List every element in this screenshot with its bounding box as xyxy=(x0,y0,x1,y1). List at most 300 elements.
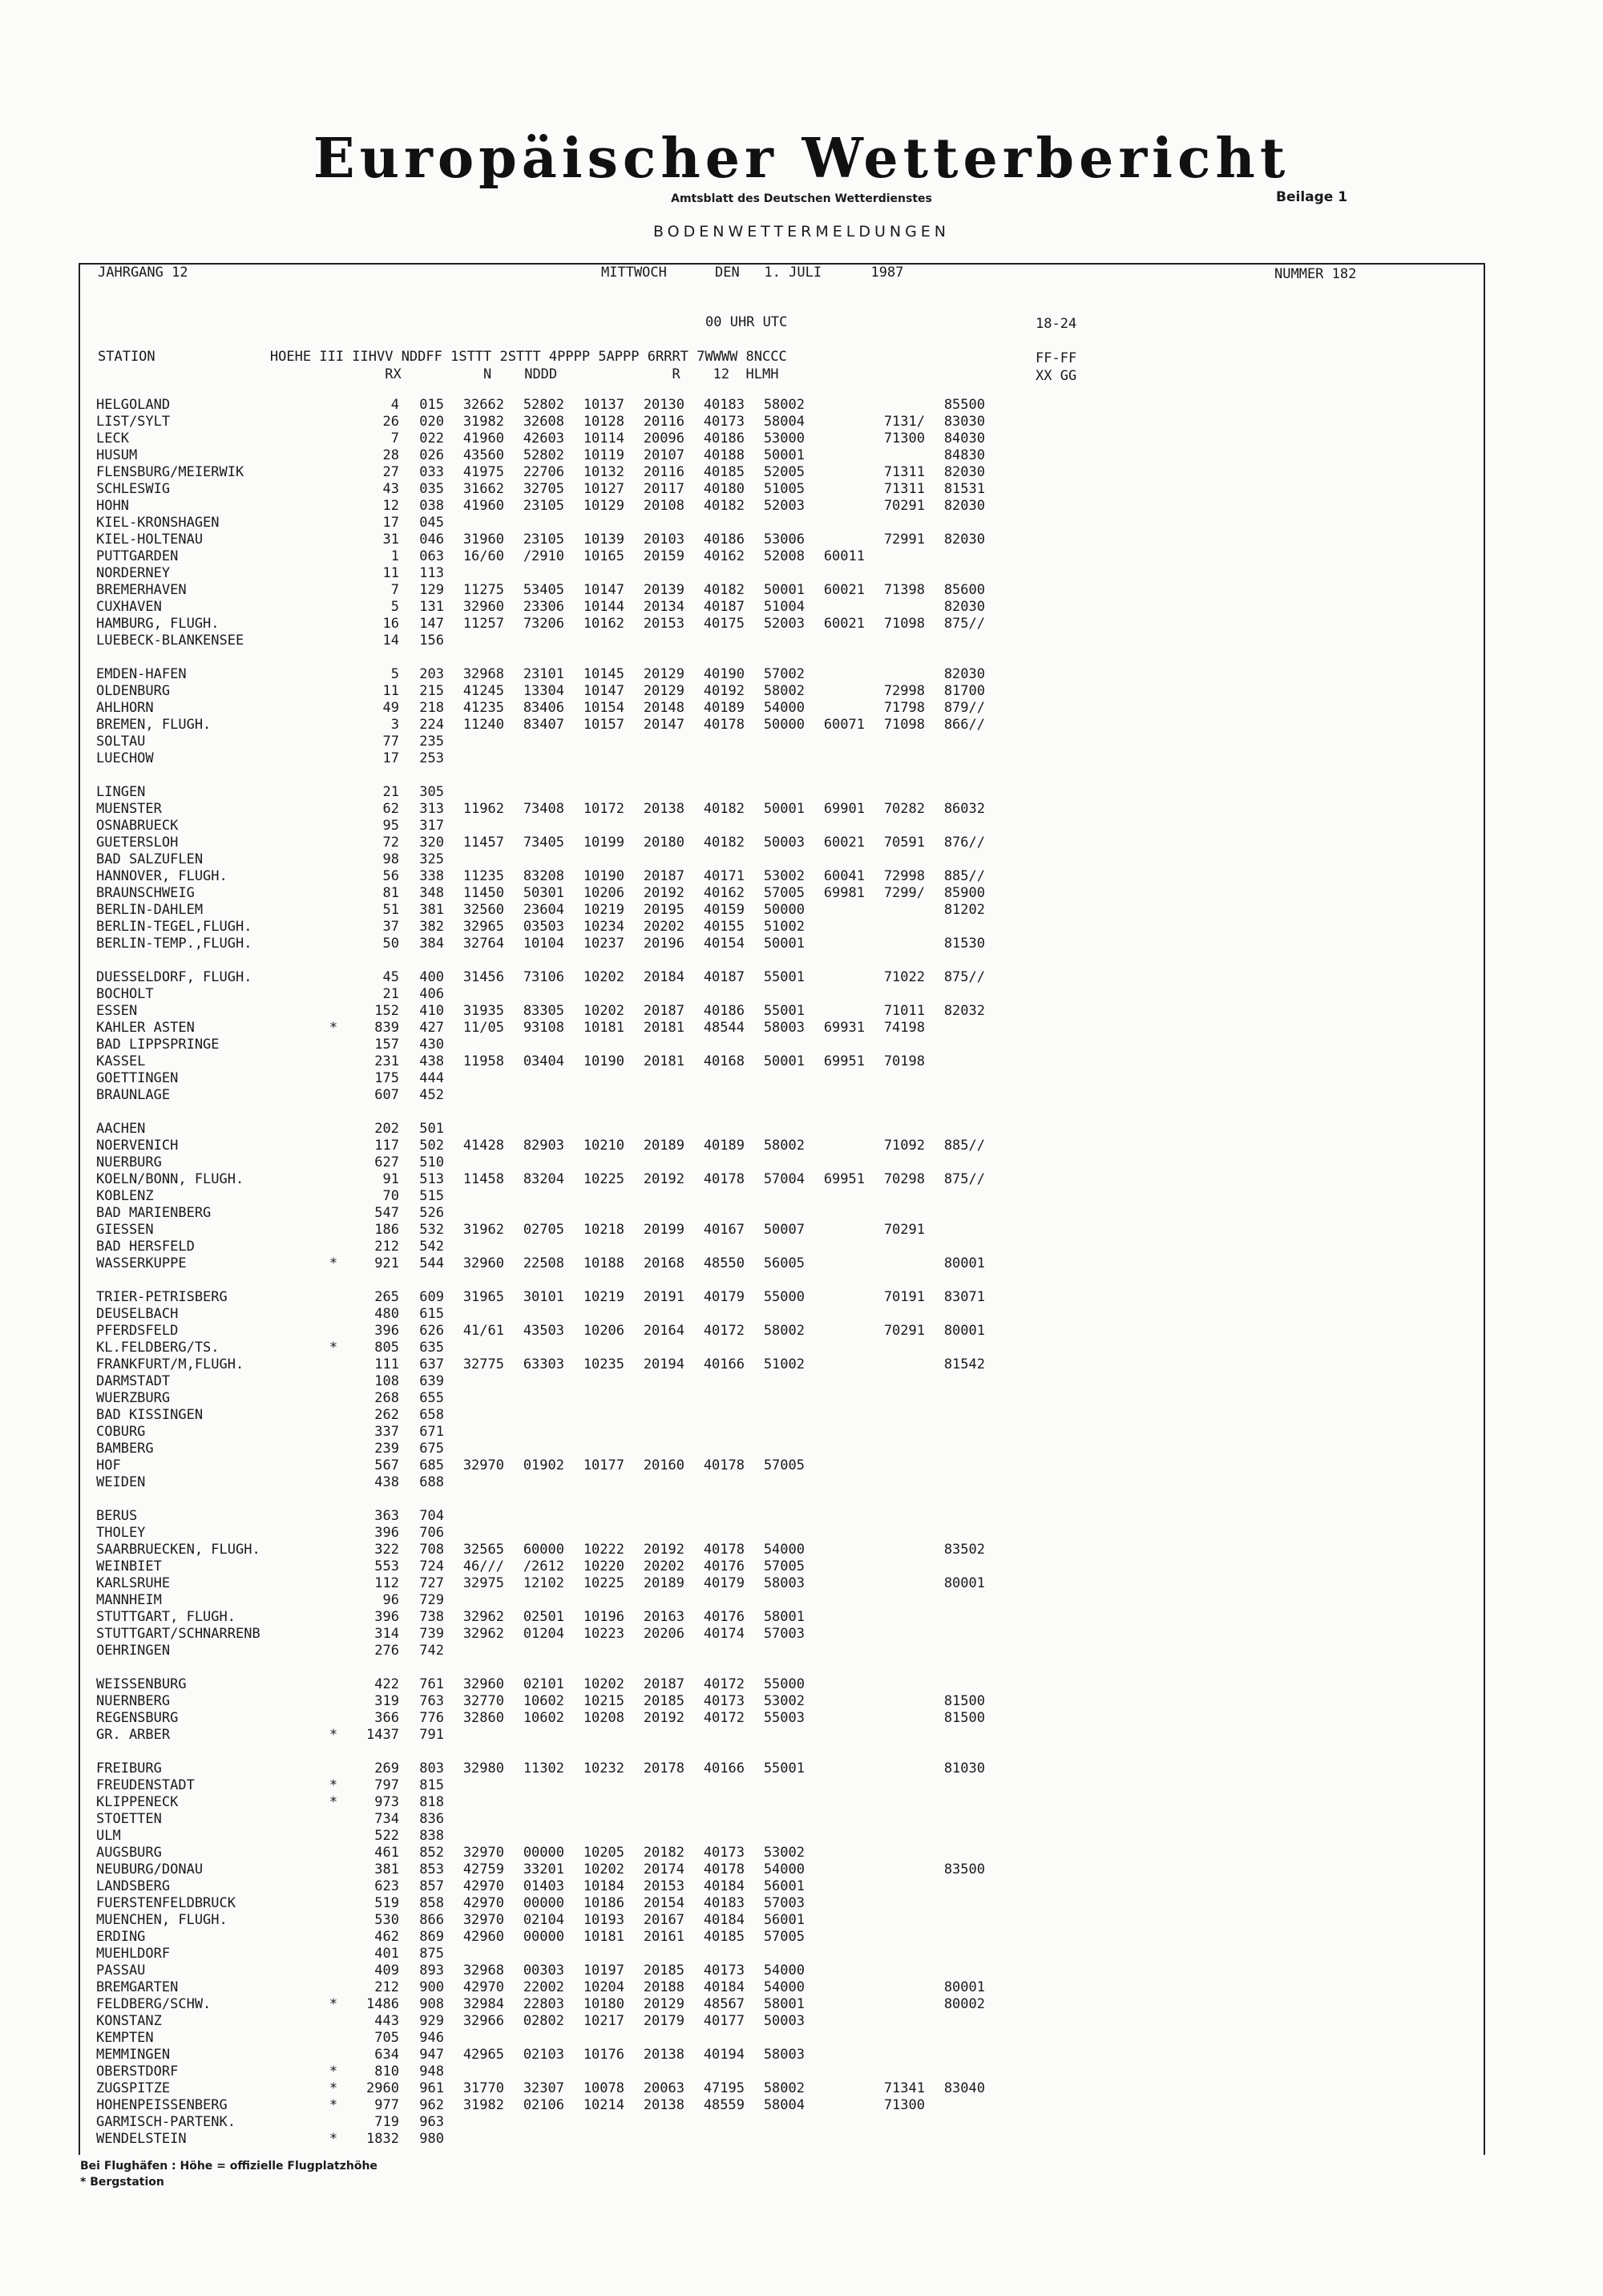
sttt2: 20129 xyxy=(643,683,684,699)
rrrt6 xyxy=(805,936,865,952)
wwww7 xyxy=(865,936,925,952)
table-row xyxy=(96,1760,985,1777)
nddff xyxy=(504,2030,564,2047)
pppp4: 40172 xyxy=(703,1710,745,1726)
station-table xyxy=(96,397,985,2148)
iihvv: 32560 xyxy=(462,902,504,918)
table-row xyxy=(96,919,985,936)
appp5: 55001 xyxy=(763,969,805,985)
nccc8: 85500 xyxy=(943,397,985,413)
pppp4: 47195 xyxy=(703,2080,745,2096)
sttt2: 20096 xyxy=(643,430,684,447)
station-id: 147 xyxy=(419,616,444,632)
sttt2: 20192 xyxy=(643,1171,684,1187)
station-name: GARMISCH-PARTENK. xyxy=(96,2114,236,2130)
pppp4 xyxy=(684,1727,745,1744)
station-id: 869 xyxy=(419,1929,444,1945)
rrrt6 xyxy=(805,969,865,986)
pppp4 xyxy=(684,986,745,1003)
iihvv xyxy=(444,1727,504,1744)
pppp4: 40184 xyxy=(703,1912,745,1928)
wwww7 xyxy=(865,1643,925,1659)
sttt2: 20153 xyxy=(643,616,684,632)
sttt1 xyxy=(564,734,624,750)
sttt1 xyxy=(564,1794,624,1811)
pppp4: 40154 xyxy=(703,936,745,952)
rrrt6 xyxy=(805,818,865,835)
wwww7: 70591 xyxy=(883,835,925,851)
height: 530 xyxy=(374,1912,399,1928)
sttt2: 20192 xyxy=(643,1710,684,1726)
station-name: WUERZBURG xyxy=(96,1390,171,1406)
station-id: 708 xyxy=(419,1542,444,1558)
nccc8: 80002 xyxy=(943,1996,985,2012)
station-name: FELDBERG/SCHW. xyxy=(96,1996,212,2012)
nccc8 xyxy=(925,1020,985,1037)
height: 422 xyxy=(374,1676,399,1692)
station-name: SAARBRUECKEN, FLUGH. xyxy=(96,1542,260,1558)
iihvv: 42970 xyxy=(462,1878,504,1894)
table-row xyxy=(96,498,985,515)
pppp4: 40167 xyxy=(703,1222,745,1238)
height: 462 xyxy=(374,1929,399,1945)
rrrt6 xyxy=(805,599,865,616)
iihvv: 32968 xyxy=(462,666,504,682)
nddff: 11302 xyxy=(523,1760,564,1777)
wwww7 xyxy=(865,1205,925,1222)
rrrt6 xyxy=(805,447,865,464)
height: 396 xyxy=(374,1525,399,1541)
nccc8 xyxy=(925,919,985,936)
nccc8 xyxy=(925,1373,985,1390)
sttt2: 20168 xyxy=(643,1255,684,1271)
pppp4: 40178 xyxy=(703,717,745,733)
mountain-marker xyxy=(314,633,353,649)
height: 3 xyxy=(390,717,399,733)
table-row xyxy=(96,1373,985,1390)
station-id: 325 xyxy=(419,851,444,867)
wwww7: 72998 xyxy=(883,683,925,699)
table-row xyxy=(96,1979,985,1996)
station-id: 129 xyxy=(419,582,444,598)
nddff xyxy=(504,1306,564,1323)
sttt2: 20192 xyxy=(643,885,684,901)
height: 12 xyxy=(382,498,399,514)
iihvv: 32775 xyxy=(462,1356,504,1372)
mountain-marker xyxy=(314,1424,353,1441)
appp5 xyxy=(745,2064,805,2080)
station-name: HUSUM xyxy=(96,447,138,463)
nccc8 xyxy=(925,548,985,565)
station-name: LECK xyxy=(96,430,129,447)
pppp4: 40178 xyxy=(703,1542,745,1558)
table-row xyxy=(96,1255,985,1272)
sttt2 xyxy=(624,1474,684,1491)
sttt1 xyxy=(564,1373,624,1390)
station-id: 022 xyxy=(419,430,444,447)
sttt2 xyxy=(624,2131,684,2148)
nccc8 xyxy=(925,1053,985,1070)
iihvv: 32965 xyxy=(462,919,504,935)
height: 366 xyxy=(374,1710,399,1726)
nddff: 73106 xyxy=(523,969,564,985)
height: 96 xyxy=(382,1592,399,1608)
sttt1: 10145 xyxy=(583,666,624,682)
pppp4: 48567 xyxy=(703,1996,745,2012)
station-name: BAD LIPPSPRINGE xyxy=(96,1037,220,1053)
nccc8 xyxy=(925,1676,985,1693)
station-name: KIEL-KRONSHAGEN xyxy=(96,515,220,531)
sttt2 xyxy=(624,1087,684,1104)
wwww7: 71092 xyxy=(883,1138,925,1154)
station-id: 609 xyxy=(419,1289,444,1305)
iihvv xyxy=(444,1205,504,1222)
station-id: 384 xyxy=(419,936,444,952)
appp5: 57004 xyxy=(763,1171,805,1187)
iihvv xyxy=(444,2064,504,2080)
nccc8 xyxy=(925,1525,985,1542)
wwww7 xyxy=(865,1878,925,1895)
station-id: 406 xyxy=(419,986,444,1002)
station-name: HOHN xyxy=(96,498,129,514)
sttt1: 10193 xyxy=(583,1912,624,1928)
sttt2 xyxy=(624,1727,684,1744)
table-row xyxy=(96,1457,985,1474)
pppp4: 40178 xyxy=(703,1457,745,1473)
height: 265 xyxy=(374,1289,399,1305)
appp5 xyxy=(745,1811,805,1828)
mountain-marker: * xyxy=(329,1340,338,1356)
wwww7: 71098 xyxy=(883,616,925,632)
station-id: 515 xyxy=(419,1188,444,1204)
wwww7: 71011 xyxy=(883,1003,925,1019)
nddff xyxy=(504,2131,564,2148)
rrrt6 xyxy=(805,498,865,515)
sttt1: 10181 xyxy=(583,1020,624,1036)
sttt1 xyxy=(564,986,624,1003)
appp5: 52003 xyxy=(763,616,805,632)
wwww7 xyxy=(865,548,925,565)
rrrt6 xyxy=(805,1643,865,1659)
nddff: 32307 xyxy=(523,2080,564,2096)
nddff: 02802 xyxy=(523,2013,564,2029)
nccc8 xyxy=(925,1441,985,1457)
group-spacer xyxy=(96,1104,985,1121)
table-row xyxy=(96,1020,985,1037)
station-name: KASSEL xyxy=(96,1053,146,1069)
mountain-marker xyxy=(314,1037,353,1053)
sttt1 xyxy=(564,1474,624,1491)
sttt2: 20103 xyxy=(643,532,684,548)
station-id: 253 xyxy=(419,750,444,766)
iihvv: 16/60 xyxy=(462,548,504,564)
sttt2 xyxy=(624,1239,684,1255)
wwww7 xyxy=(865,1558,925,1575)
station-id: 727 xyxy=(419,1575,444,1591)
nccc8 xyxy=(925,1070,985,1087)
pppp4: 40183 xyxy=(703,397,745,413)
rrrt6 xyxy=(805,1861,865,1878)
iihvv: 42759 xyxy=(462,1861,504,1878)
wwww7 xyxy=(865,1508,925,1525)
table-row xyxy=(96,2131,985,2148)
mountain-marker xyxy=(314,616,353,633)
station-id: 501 xyxy=(419,1121,444,1137)
table-row xyxy=(96,1222,985,1239)
sttt2 xyxy=(624,1121,684,1138)
pppp4: 40190 xyxy=(703,666,745,682)
mountain-marker xyxy=(314,1676,353,1693)
station-name: SCHLESWIG xyxy=(96,481,171,497)
iihvv xyxy=(444,1643,504,1659)
wwww7: 7299/ xyxy=(883,885,925,901)
mountain-marker xyxy=(314,1693,353,1710)
iihvv: 32968 xyxy=(462,1963,504,1979)
appp5 xyxy=(745,1508,805,1525)
sttt2: 20181 xyxy=(643,1053,684,1069)
height: 547 xyxy=(374,1205,399,1221)
sttt1: 10190 xyxy=(583,1053,624,1069)
rrrt6 xyxy=(805,1996,865,2013)
iihvv xyxy=(444,565,504,582)
rrrt6 xyxy=(805,1979,865,1996)
nddff: 02104 xyxy=(523,1912,564,1928)
iihvv: 32980 xyxy=(462,1760,504,1777)
mountain-marker xyxy=(314,1760,353,1777)
sttt1: 10205 xyxy=(583,1845,624,1861)
sttt2: 20185 xyxy=(643,1693,684,1709)
nccc8 xyxy=(925,1609,985,1626)
rrrt6 xyxy=(805,414,865,430)
wwww7 xyxy=(865,1087,925,1104)
sttt1 xyxy=(564,2064,624,2080)
height: 16 xyxy=(382,616,399,632)
rrrt6 xyxy=(805,1558,865,1575)
pppp4 xyxy=(684,2114,745,2131)
sttt2: 20179 xyxy=(643,2013,684,2029)
nddff xyxy=(504,750,564,767)
nddff xyxy=(504,1643,564,1659)
station-name: SOLTAU xyxy=(96,734,146,750)
nddff: 73405 xyxy=(523,835,564,851)
mountain-marker xyxy=(314,1929,353,1946)
station-name: STUTTGART/SCHNARRENB xyxy=(96,1626,260,1642)
station-id: 218 xyxy=(419,700,444,716)
rrrt6 xyxy=(805,2047,865,2064)
pppp4: 40184 xyxy=(703,1878,745,1894)
mountain-marker xyxy=(314,1895,353,1912)
station-name: BERLIN-TEMP.,FLUGH. xyxy=(96,936,252,952)
height: 519 xyxy=(374,1895,399,1911)
sttt1: 10176 xyxy=(583,2047,624,2063)
sttt1 xyxy=(564,2114,624,2131)
appp5 xyxy=(745,1121,805,1138)
station-name: KONSTANZ xyxy=(96,2013,162,2029)
nccc8: 82032 xyxy=(943,1003,985,1019)
height: 4 xyxy=(390,397,399,413)
rrrt6 xyxy=(805,1542,865,1558)
nddff: 02106 xyxy=(523,2097,564,2113)
sttt1: 10218 xyxy=(583,1222,624,1238)
sttt2: 20116 xyxy=(643,464,684,480)
pppp4: 40175 xyxy=(703,616,745,632)
nddff: 03503 xyxy=(523,919,564,935)
appp5: 57005 xyxy=(763,1558,805,1574)
iihvv xyxy=(444,2131,504,2148)
pppp4 xyxy=(684,1508,745,1525)
sttt2: 20164 xyxy=(643,1323,684,1339)
nddff xyxy=(504,2064,564,2080)
rrrt6 xyxy=(805,1373,865,1390)
nccc8 xyxy=(925,1727,985,1744)
station-id: 776 xyxy=(419,1710,444,1726)
rrrt6 xyxy=(805,2013,865,2030)
nddff: 00000 xyxy=(523,1845,564,1861)
rrrt6: 60021 xyxy=(823,835,865,851)
height: 72 xyxy=(382,835,399,851)
station-name: BREMERHAVEN xyxy=(96,582,187,598)
wwww7 xyxy=(865,666,925,683)
rrrt6 xyxy=(805,1239,865,1255)
station-name: HAMBURG, FLUGH. xyxy=(96,616,220,632)
station-name: ULM xyxy=(96,1828,121,1844)
station-name: MEMMINGEN xyxy=(96,2047,171,2063)
iihvv xyxy=(444,633,504,649)
station-id: 502 xyxy=(419,1138,444,1154)
wwww7: 71311 xyxy=(883,464,925,480)
mountain-marker xyxy=(314,1575,353,1592)
wwww7: 70198 xyxy=(883,1053,925,1069)
pppp4: 40186 xyxy=(703,430,745,447)
sttt2: 20194 xyxy=(643,1356,684,1372)
sttt2: 20195 xyxy=(643,902,684,918)
nddff xyxy=(504,734,564,750)
station-name: CUXHAVEN xyxy=(96,599,162,615)
nccc8 xyxy=(925,818,985,835)
iihvv: 31770 xyxy=(462,2080,504,2096)
sttt1: 10132 xyxy=(583,464,624,480)
iihvv: 11962 xyxy=(462,801,504,817)
sttt2 xyxy=(624,1373,684,1390)
height: 443 xyxy=(374,2013,399,2029)
rrrt6 xyxy=(805,1457,865,1474)
appp5: 54000 xyxy=(763,1542,805,1558)
nccc8: 82030 xyxy=(943,498,985,514)
station-name: DARMSTADT xyxy=(96,1373,171,1389)
height: 108 xyxy=(374,1373,399,1389)
height: 21 xyxy=(382,784,399,800)
sttt1: 10202 xyxy=(583,1861,624,1878)
nccc8 xyxy=(925,1474,985,1491)
iihvv: 31965 xyxy=(462,1289,504,1305)
nddff: 83204 xyxy=(523,1171,564,1187)
pppp4: 40183 xyxy=(703,1895,745,1911)
station-name: NORDERNEY xyxy=(96,565,171,581)
nddff xyxy=(504,515,564,532)
iihvv: 41235 xyxy=(462,700,504,716)
wwww7 xyxy=(865,1441,925,1457)
height: 322 xyxy=(374,1542,399,1558)
rrrt6: 69951 xyxy=(823,1053,865,1069)
group-spacer xyxy=(96,952,985,969)
table-row xyxy=(96,1205,985,1222)
sttt1: 10234 xyxy=(583,919,624,935)
table-row xyxy=(96,734,985,750)
wwww7 xyxy=(865,1710,925,1727)
station-id: 452 xyxy=(419,1087,444,1103)
pppp4 xyxy=(684,734,745,750)
sttt1 xyxy=(564,1727,624,1744)
pppp4 xyxy=(684,1441,745,1457)
appp5: 58002 xyxy=(763,2080,805,2096)
nccc8: 85600 xyxy=(943,582,985,598)
mountain-marker xyxy=(314,1407,353,1424)
nddff xyxy=(504,784,564,801)
pppp4 xyxy=(684,1373,745,1390)
mountain-marker: * xyxy=(329,2080,338,2096)
iihvv xyxy=(444,515,504,532)
table-row xyxy=(96,414,985,430)
sttt2 xyxy=(624,515,684,532)
height: 231 xyxy=(374,1053,399,1069)
sttt2 xyxy=(624,1643,684,1659)
mountain-marker xyxy=(314,1542,353,1558)
sttt2 xyxy=(624,1424,684,1441)
group-spacer xyxy=(96,1744,985,1760)
pppp4 xyxy=(684,1777,745,1794)
mountain-marker xyxy=(314,986,353,1003)
wwww7 xyxy=(865,1390,925,1407)
nddff: 73206 xyxy=(523,616,564,632)
appp5 xyxy=(745,515,805,532)
nccc8 xyxy=(925,1205,985,1222)
nccc8 xyxy=(925,1424,985,1441)
rrrt6 xyxy=(805,919,865,936)
height: 567 xyxy=(374,1457,399,1473)
nddff: 02103 xyxy=(523,2047,564,2063)
nccc8 xyxy=(925,1087,985,1104)
table-row xyxy=(96,1592,985,1609)
rrrt6 xyxy=(805,1138,865,1154)
appp5 xyxy=(745,1070,805,1087)
iihvv: 11457 xyxy=(462,835,504,851)
sttt2: 20185 xyxy=(643,1963,684,1979)
table-row xyxy=(96,1138,985,1154)
station-id: 763 xyxy=(419,1693,444,1709)
iihvv xyxy=(444,2030,504,2047)
mountain-marker: * xyxy=(329,1727,338,1743)
nddff: 00000 xyxy=(523,1895,564,1911)
rrrt6 xyxy=(805,986,865,1003)
pppp4: 40176 xyxy=(703,1558,745,1574)
table-row xyxy=(96,1356,985,1373)
appp5: 54000 xyxy=(763,700,805,716)
appp5 xyxy=(745,1592,805,1609)
wwww7: 71798 xyxy=(883,700,925,716)
sttt1: 10206 xyxy=(583,1323,624,1339)
iihvv: 46/// xyxy=(462,1558,504,1574)
mountain-marker xyxy=(314,1356,353,1373)
station-id: 113 xyxy=(419,565,444,581)
nccc8 xyxy=(925,2013,985,2030)
appp5: 50001 xyxy=(763,801,805,817)
table-row xyxy=(96,818,985,835)
pppp4 xyxy=(684,1070,745,1087)
iihvv: 42970 xyxy=(462,1895,504,1911)
sttt1 xyxy=(564,1946,624,1963)
table-row xyxy=(96,1828,985,1845)
appp5: 58001 xyxy=(763,1996,805,2012)
